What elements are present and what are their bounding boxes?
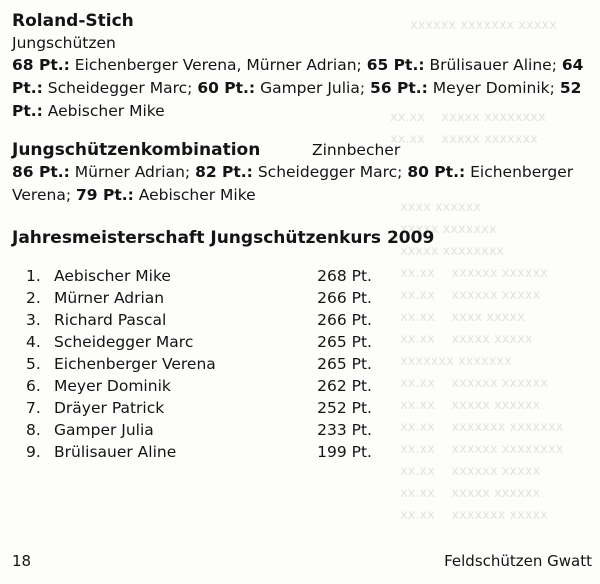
result-names: Eichenberger Verena;: [12, 163, 574, 204]
ranking-row: [26, 309, 592, 331]
result-names: Aebischer Mike: [138, 186, 256, 204]
result-points: 56 Pt.:: [370, 79, 428, 97]
rank-number: 1.: [26, 267, 41, 285]
document-body: [12, 10, 592, 463]
ranking-row: [26, 287, 592, 309]
rank-score: 268 Pt.: [317, 267, 372, 285]
result-names: Scheidegger Marc;: [257, 163, 403, 181]
rank-score: 265 Pt.: [317, 333, 372, 351]
result-points: 65 Pt.:: [366, 56, 425, 74]
result-points: 79 Pt.:: [76, 186, 134, 204]
rank-number: 5.: [26, 355, 41, 373]
ranking-row: [26, 331, 592, 353]
rank-score: 262 Pt.: [317, 377, 372, 395]
roland-stich-results: [12, 54, 592, 123]
roland-stich-category: Jungschützen: [12, 34, 116, 52]
rank-number: 7.: [26, 399, 41, 417]
ranking-row: [26, 441, 592, 463]
rank-name: Scheidegger Marc: [54, 333, 194, 351]
roland-stich-title: Roland-Stich: [12, 11, 134, 31]
kombination-title: Jungschützenkombination: [12, 140, 261, 160]
result-names: Mürner Adrian;: [74, 163, 191, 181]
result-points: 68 Pt.:: [12, 56, 70, 74]
rank-score: 266 Pt.: [317, 311, 372, 329]
rank-score: 199 Pt.: [317, 443, 372, 461]
result-names: Scheidegger Marc;: [47, 79, 193, 97]
rank-name: Dräyer Patrick: [54, 399, 165, 417]
rank-number: 8.: [26, 421, 41, 439]
ranking-row: [26, 419, 592, 441]
result-points: 60 Pt.:: [197, 79, 256, 97]
page-number: 18: [12, 552, 32, 570]
kombination-results: [12, 161, 592, 207]
result-names: Meyer Dominik;: [432, 79, 555, 97]
rank-name: Aebischer Mike: [54, 267, 171, 285]
rank-number: 4.: [26, 333, 41, 351]
result-names: Aebischer Mike: [47, 102, 165, 120]
result-points: 80 Pt.:: [407, 163, 466, 181]
rank-name: Eichenberger Verena: [54, 355, 216, 373]
result-names: Eichenberger Verena, Mürner Adrian;: [74, 56, 362, 74]
rank-name: Mürner Adrian: [54, 289, 165, 307]
ranking-row: [26, 265, 592, 287]
rank-number: 6.: [26, 377, 41, 395]
result-names: Gamper Julia;: [260, 79, 366, 97]
rank-number: 9.: [26, 443, 41, 461]
rank-score: 265 Pt.: [317, 355, 372, 373]
rank-number: 2.: [26, 289, 41, 307]
result-points: 86 Pt.:: [12, 163, 70, 181]
rank-number: 3.: [26, 311, 41, 329]
result-names: Brülisauer Aline;: [429, 56, 557, 74]
rank-name: Meyer Dominik: [54, 377, 171, 395]
publication-name: Feldschützen Gwatt: [444, 552, 592, 570]
rank-score: 266 Pt.: [317, 289, 372, 307]
result-points: 64 Pt.:: [12, 56, 584, 97]
ranking-row: [26, 353, 592, 375]
rank-score: 233 Pt.: [317, 421, 372, 439]
kombination-header: [12, 139, 592, 161]
jahresmeisterschaft-section: [12, 227, 592, 463]
ranking-row: [26, 397, 592, 419]
rank-name: Richard Pascal: [54, 311, 167, 329]
bleed-through-decoration: xxxxx xxxxxxx xxxxxx xxxxxxxx xxxxx xx.xx xxxxxxx xxxxx xx.xx xxxxxx xxxx xxxxxxx xxxxx xxxxxxxx xxxxx xxxxxx xxxxxx xx.xx xxxxx xxxxxx xx.xx xxxxx xxxx xx.xx xxxxx xxxxx xx.xx xxxxxxx xxxxxxx xxxxxx xxxxxx xx.xx xxxxxx xxxxx xx.xx xxxxxxx xxxxxxx xx.xx xxxxxxxx xxxxxx xx.xx xxxxx xxxxxx xx.xx xxxxxx xxxxx xx.xx xxxxx xxxxxxx xx.xx: [390, 18, 564, 523]
roland-stich-section: [12, 10, 592, 123]
jahresmeisterschaft-title: Jahresmeisterschaft Jungschützenkurs 2009: [12, 228, 435, 248]
ranking-row: [26, 375, 592, 397]
rank-name: Brülisauer Aline: [54, 443, 177, 461]
rank-score: 252 Pt.: [317, 399, 372, 417]
kombination-section: [12, 139, 592, 207]
ranking-list: [26, 265, 592, 463]
page-footer: [12, 552, 592, 570]
result-points: 52 Pt.:: [12, 79, 582, 120]
result-points: 82 Pt.:: [195, 163, 253, 181]
kombination-prize: Zinnbecher: [312, 141, 401, 159]
rank-name: Gamper Julia: [54, 421, 154, 439]
